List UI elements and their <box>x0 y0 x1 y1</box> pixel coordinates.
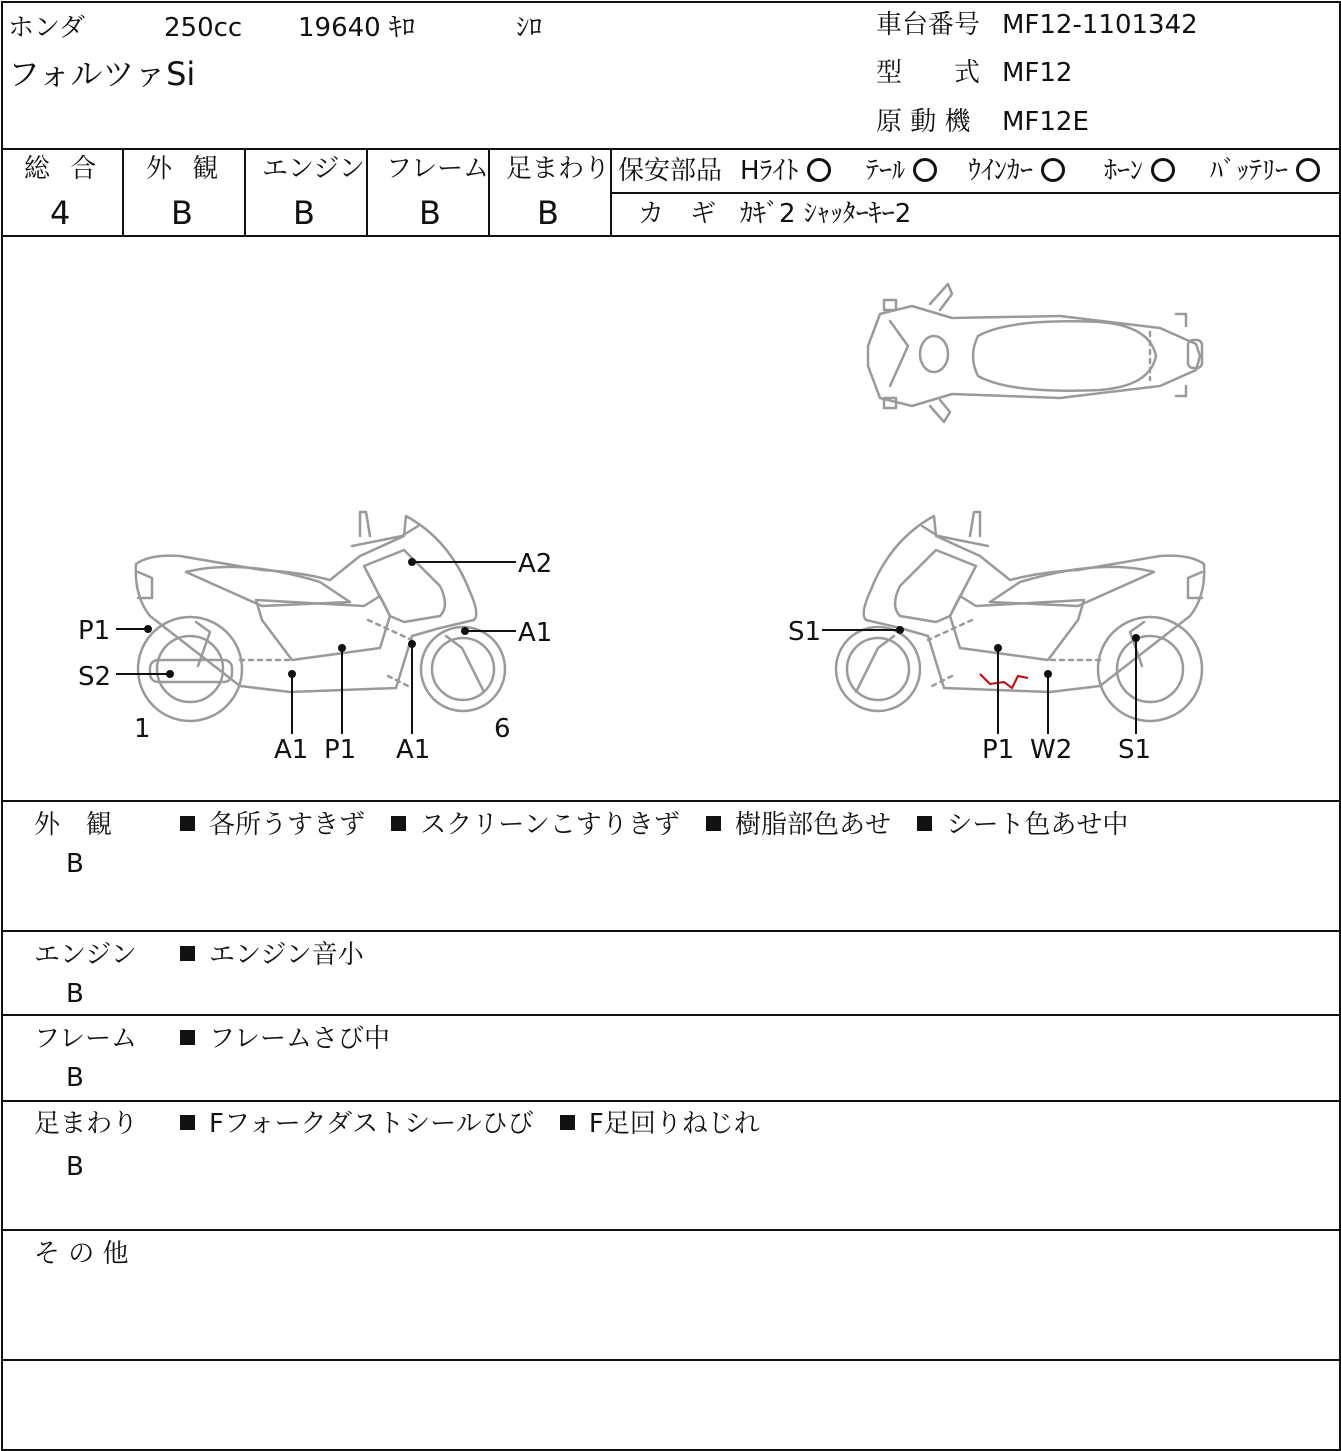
safety-tail: ﾃｰﾙ <box>866 158 937 184</box>
divider-line <box>1 1100 1339 1102</box>
note-category-frame: フレーム <box>34 1024 137 1054</box>
model-name: フォルツァSi <box>8 55 196 93</box>
bullet-icon <box>391 816 406 831</box>
label-p1-bottom: P1 <box>324 735 357 765</box>
bullet-icon <box>180 946 195 961</box>
grade-label-exterior: 外 観 <box>146 154 225 184</box>
grade-label-overall: 総 合 <box>24 154 103 184</box>
note-items-engine: エンジン音小 <box>180 942 382 968</box>
type-value: MF12 <box>1002 58 1073 88</box>
note-items-frame: フレームさび中 <box>180 1026 408 1052</box>
label-s1-rear: S1 <box>1118 735 1152 765</box>
scooter-left-view <box>136 512 505 721</box>
note-category-other: そ の 他 <box>34 1239 129 1269</box>
engine-value: MF12E <box>1002 107 1089 137</box>
grid-line <box>366 148 368 236</box>
label-s1-front: S1 <box>788 617 822 647</box>
bullet-icon <box>560 1115 575 1130</box>
grade-value-overall: 4 <box>50 194 71 232</box>
grade-value-engine: B <box>293 194 315 232</box>
note-grade-frame: B <box>66 1063 84 1093</box>
note-category-suspension: 足まわり <box>34 1109 139 1139</box>
divider-line <box>1 148 1339 150</box>
label-rear-tire: 1 <box>134 714 151 744</box>
note-grade-suspension: B <box>66 1152 84 1182</box>
note-items-suspension: Fフォークダストシールひび F足回りねじれ <box>180 1111 778 1137</box>
engine-label: 原 動 機 <box>876 107 971 137</box>
displacement: 250cc <box>164 13 243 43</box>
divider-line <box>1 800 1339 802</box>
grade-label-engine: エンジン <box>262 154 365 184</box>
bullet-icon <box>180 1030 195 1045</box>
bullet-icon <box>917 816 932 831</box>
scooter-right-view <box>836 512 1204 721</box>
note-grade-exterior: B <box>66 849 84 879</box>
divider-line <box>1 1359 1339 1361</box>
label-front-tire: 6 <box>494 714 511 744</box>
ok-icon <box>1296 158 1320 182</box>
safety-headlight: Hﾗｲﾄ <box>740 158 831 184</box>
grid-line <box>244 148 246 236</box>
key-value: ｶｷﾞ2 ｼｬｯﾀｰｷｰ2 <box>740 199 912 229</box>
bullet-icon <box>706 816 721 831</box>
grade-value-exterior: B <box>171 194 193 232</box>
maker: ホンダ <box>8 13 85 43</box>
label-s2: S2 <box>78 662 112 692</box>
frame-no-label: 車台番号 <box>876 10 981 40</box>
mileage: 19640 ｷﾛ <box>298 13 415 43</box>
condition-diagram <box>0 236 1341 802</box>
grade-value-suspension: B <box>537 194 559 232</box>
note-category-engine: エンジン <box>34 940 137 970</box>
bullet-icon <box>180 816 195 831</box>
label-p1-rear: P1 <box>78 616 111 646</box>
grade-label-suspension: 足まわり <box>506 154 611 184</box>
divider-line <box>1 1229 1339 1231</box>
label-w2: W2 <box>1030 735 1073 765</box>
grade-label-frame: フレーム <box>386 154 489 184</box>
damage-mark <box>980 674 1028 688</box>
frame-no: MF12-1101342 <box>1002 10 1198 40</box>
key-label: カ ギ <box>638 199 717 229</box>
grade-value-frame: B <box>419 194 441 232</box>
divider-line <box>1 930 1339 932</box>
label-a2: A2 <box>518 549 553 579</box>
ok-icon <box>1151 158 1175 182</box>
safety-horn: ﾎｰﾝ <box>1104 158 1175 184</box>
divider-line <box>1 1014 1339 1016</box>
safety-label: 保安部品 <box>618 156 723 186</box>
scooter-top-view <box>868 284 1202 422</box>
note-grade-engine: B <box>66 979 84 1009</box>
bullet-icon <box>180 1115 195 1130</box>
label-a1-bottom-2: A1 <box>396 735 431 765</box>
note-items-exterior: 各所うすきず スクリーンこすりきず 樹脂部色あせ シート色あせ中 <box>180 812 1146 838</box>
safety-battery: ﾊﾞｯﾃﾘｰ <box>1210 158 1320 184</box>
label-p1-right: P1 <box>982 735 1015 765</box>
ok-icon <box>807 158 831 182</box>
note-category-exterior: 外 観 <box>34 810 113 840</box>
grid-line <box>122 148 124 236</box>
grid-line <box>610 192 1339 194</box>
label-a1-front: A1 <box>518 618 553 648</box>
type-label: 型 式 <box>876 58 981 88</box>
label-a1-bottom-1: A1 <box>274 735 309 765</box>
safety-winker: ｳｲﾝｶｰ <box>968 158 1065 184</box>
color: ｼﾛ <box>516 13 543 43</box>
ok-icon <box>913 158 937 182</box>
ok-icon <box>1041 158 1065 182</box>
